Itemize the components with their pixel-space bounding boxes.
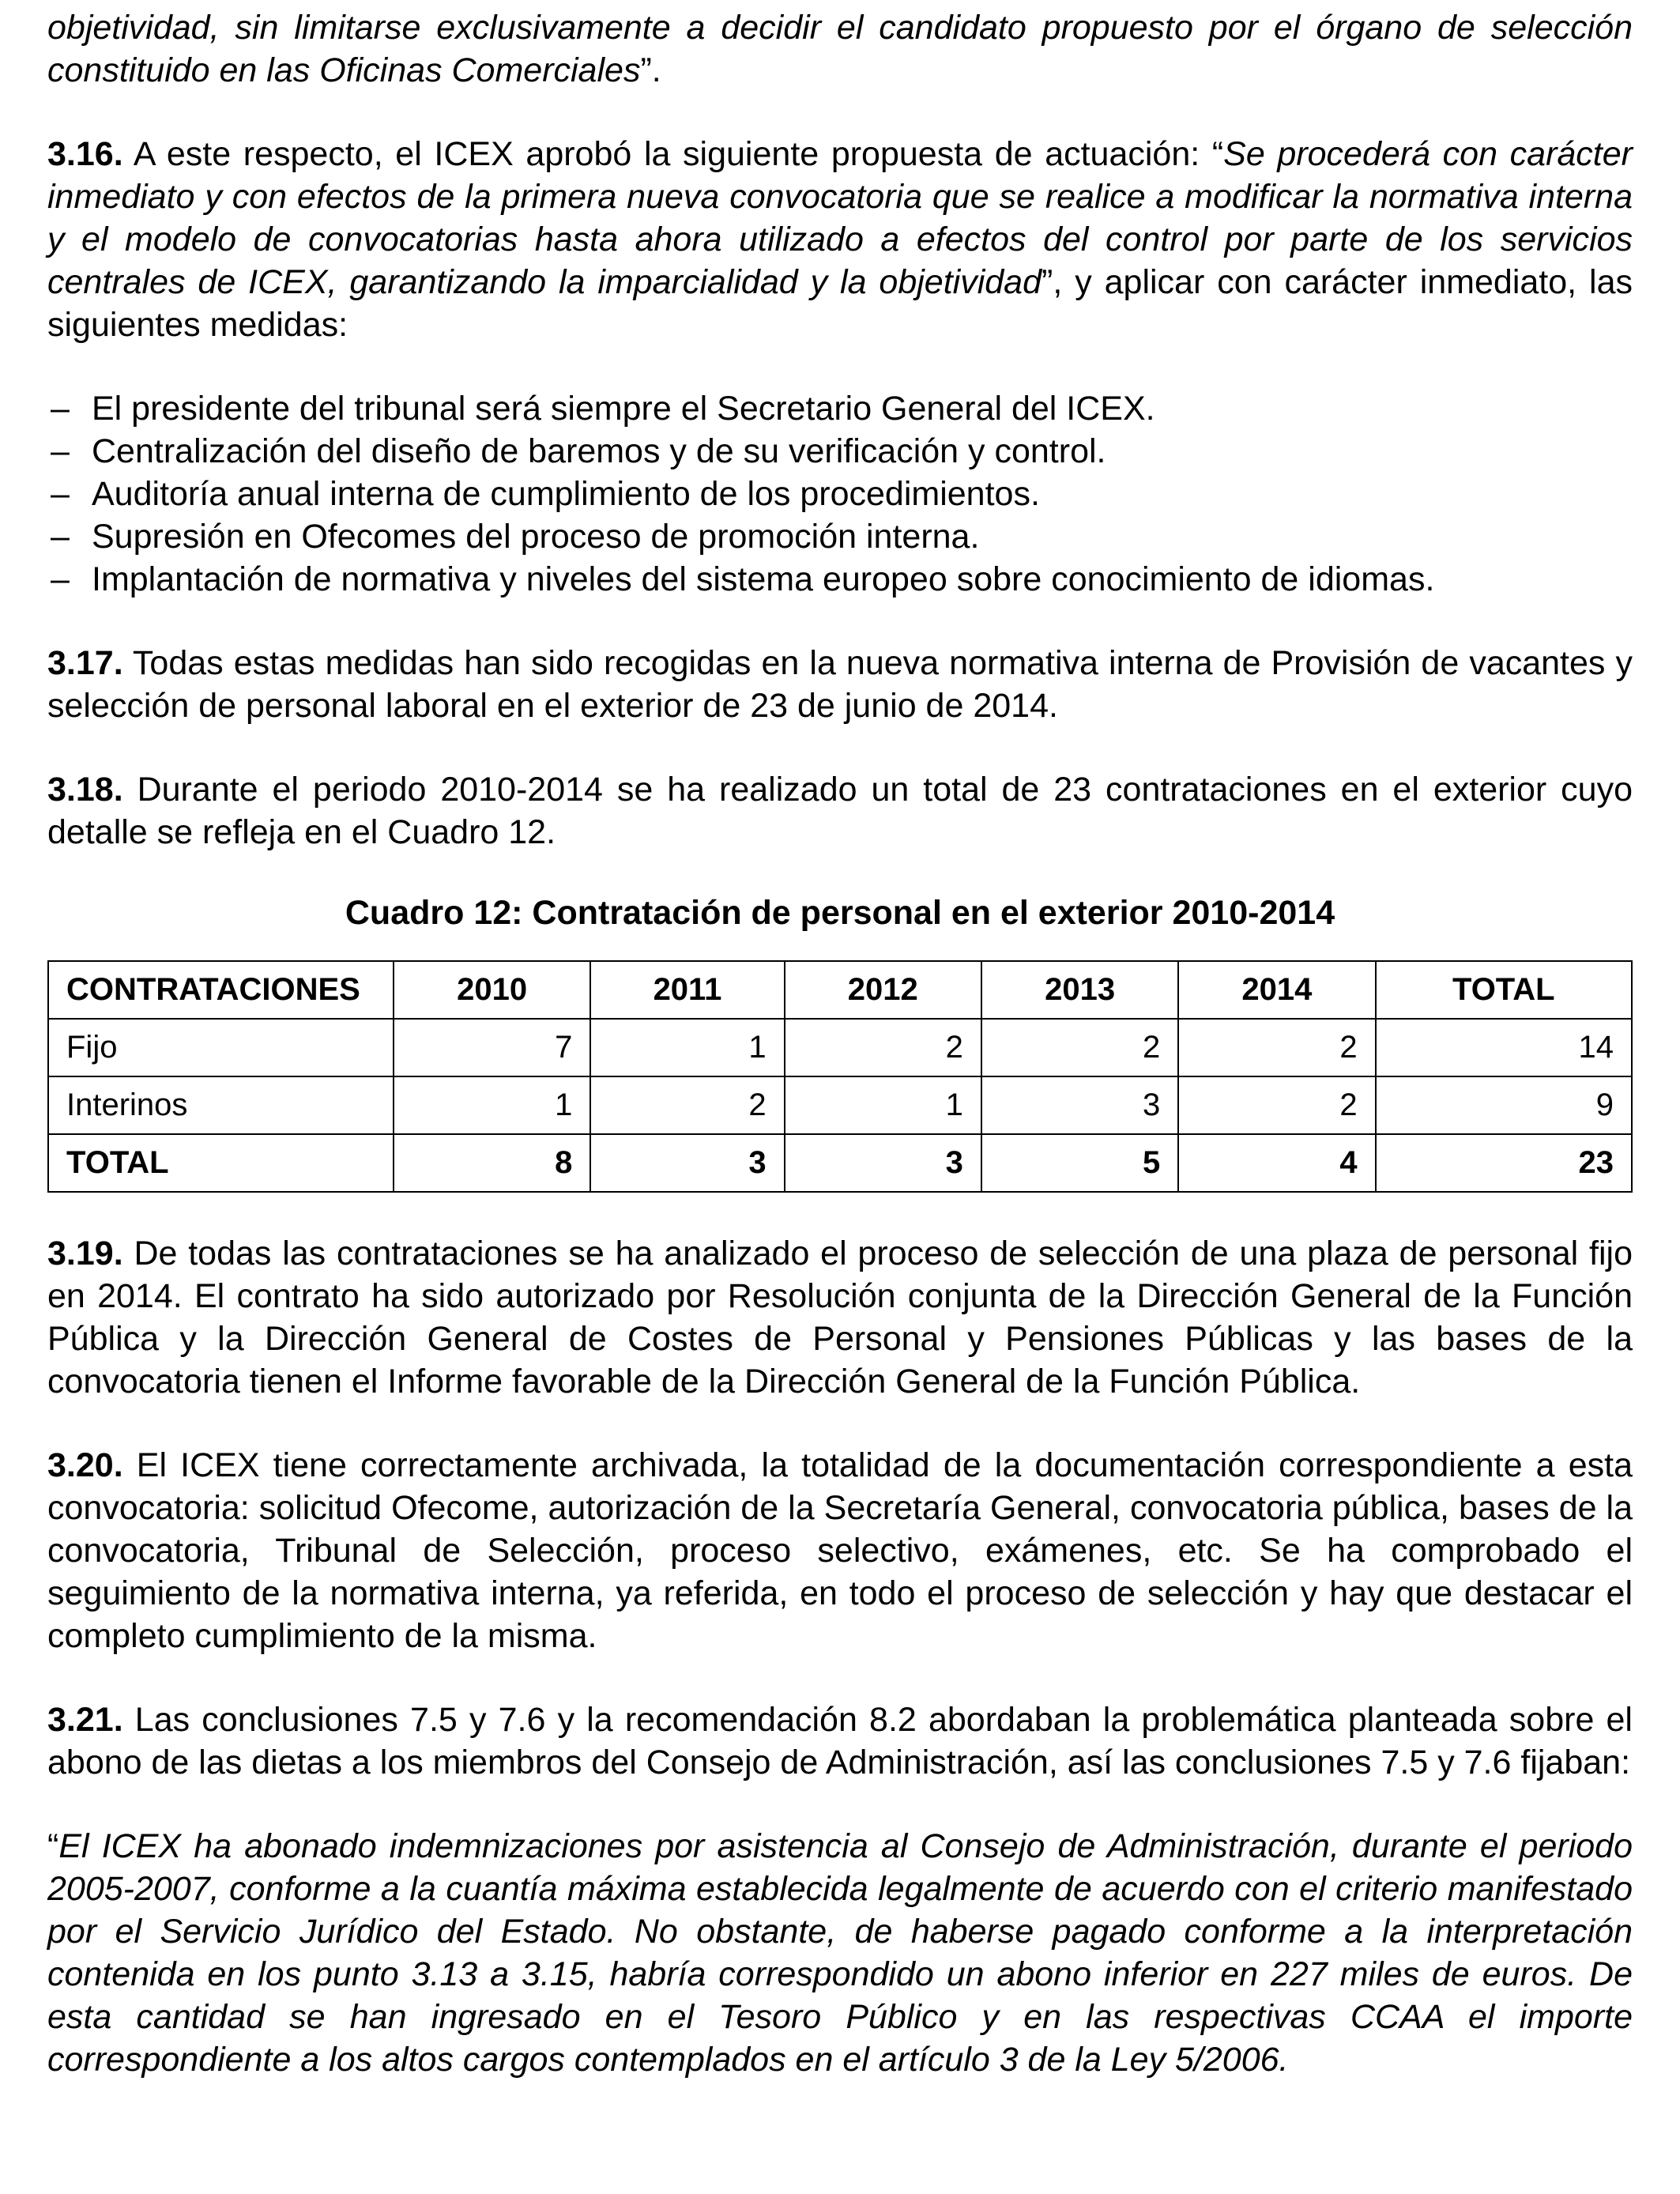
paragraph-3-19: 3.19. De todas las contrataciones se ha analizado el proceso de selección de una plaza de personal fijo en 2014. El contrato ha sido autorizado por Resolución conjunta de la Dirección General de la Función Pública y la Dirección General de Costes de Personal y Pensiones Públicas y las bases de la convocatoria tienen el Informe favorable de la Dirección General de la Función Pública.	[47, 1235, 1633, 1400]
paragraph-3-18: 3.18. Durante el periodo 2010-2014 se ha realizado un total de 23 contrataciones en el exterior cuyo detalle se refleja en el Cuadro 12.	[47, 771, 1633, 851]
dash-marker: –	[51, 432, 70, 470]
row-label: Fijo	[48, 1019, 394, 1076]
dash-marker: –	[51, 518, 70, 556]
table-total-row	[48, 1134, 1632, 1192]
table-cell: 8	[394, 1134, 590, 1192]
table-header-row	[48, 961, 1632, 1019]
list-item: – Supresión en Ofecomes del proceso de promoción interna.	[47, 515, 1633, 558]
table-caption: Cuadro 12: Contratación de personal en el exterior 2010-2014	[345, 894, 1335, 932]
paragraph-intro	[47, 6, 1633, 92]
paragraph-lead: A este respecto, el ICEX aprobó la siguiente propuesta de actuación: “	[122, 135, 1224, 173]
table-cell: 2	[1178, 1076, 1375, 1134]
paragraph-number: 3.21.	[47, 1701, 123, 1739]
list-item: – Centralización del diseño de baremos y de su verificación y control.	[47, 430, 1633, 473]
table-row	[48, 1076, 1632, 1134]
measures-list	[47, 387, 1633, 601]
paragraph-quote: Se procederá con carácter inmediato y con efectos de la primera nueva convocatoria que se realice a modificar la normativa interna y el modelo de convocatorias hasta ahora utilizado a efectos del control por parte de los servicios centrales de ICEX, garantizando la imparcialidad y la objetividad	[47, 135, 1633, 301]
hiring-table	[47, 960, 1633, 1193]
header-cell: 2014	[1178, 961, 1375, 1019]
list-item: – Auditoría anual interna de cumplimiento de los procedimientos.	[47, 473, 1633, 515]
table-cell: 7	[394, 1019, 590, 1076]
table-cell: 14	[1376, 1019, 1632, 1076]
dash-marker: –	[51, 560, 70, 598]
header-cell: CONTRATACIONES	[48, 961, 394, 1019]
header-cell: 2013	[981, 961, 1178, 1019]
table-cell: 9	[1376, 1076, 1632, 1134]
table-cell: 23	[1376, 1134, 1632, 1192]
paragraph-number: 3.19.	[47, 1235, 123, 1272]
quote-open: “	[47, 1827, 59, 1865]
paragraph-3-21: 3.21. Las conclusiones 7.5 y 7.6 y la recomendación 8.2 abordaban la problemática planteada sobre el abono de las dietas a los miembros del Consejo de Administración, así las conclusiones 7.5 y 7.6 fijaban:	[47, 1701, 1633, 1781]
table-cell: 3	[981, 1076, 1178, 1134]
dash-marker: –	[51, 390, 70, 428]
table-cell: 2	[590, 1076, 784, 1134]
table-cell: 2	[981, 1019, 1178, 1076]
paragraph-3-20: 3.20. El ICEX tiene correctamente archivada, la totalidad de la documentación correspondiente a esta convocatoria: solicitud Ofecome, autorización de la Secretaría General, convocatoria pública, bases de la convocatoria, Tribunal de Selección, proceso selectivo, exámenes, etc. Se ha comprobado el seguimiento de la normativa interna, ya referida, en todo el proceso de selección y hay que destacar el completo cumplimiento de la misma.	[47, 1446, 1633, 1655]
paragraph-tail: ”, y aplicar con carácter inmediato, las siguientes medidas:	[47, 263, 1633, 344]
table-cell: 4	[1178, 1134, 1375, 1192]
table-cell: 3	[785, 1134, 981, 1192]
intro-tail: ”.	[640, 51, 661, 89]
paragraph-number: 3.20.	[47, 1446, 123, 1484]
quote-text: El ICEX ha abonado indemnizaciones por asistencia al Consejo de Administración, durante el periodo 2005-2007, conforme a la cuantía máxima establecida legalmente de acuerdo con el criterio manifestado por el Servicio Jurídico del Estado. No obstante, de haberse pagado conforme a la interpretación contenida en los punto 3.13 a 3.15, habría correspondido un abono inferior en 227 miles de euros. De esta cantidad se han ingresado en el Tesoro Público y en las respectivas CCAA el importe correspondiente a los altos cargos contemplados en el artículo 3 de la Ley 5/2006.	[47, 1827, 1633, 2079]
list-item: – Implantación de normativa y niveles del sistema europeo sobre conocimiento de idiomas.	[47, 558, 1633, 601]
paragraph-number: 3.17.	[47, 644, 123, 682]
table-cell: 1	[394, 1076, 590, 1134]
row-label: TOTAL	[48, 1134, 394, 1192]
dash-marker: –	[51, 475, 70, 513]
document-page	[47, 6, 1633, 2081]
table-cell: 2	[1178, 1019, 1375, 1076]
intro-italic: objetividad, sin limitarse exclusivamente a decidir el candidato propuesto por el órgano de selección constituido en las Oficinas Comerciales	[47, 9, 1633, 89]
header-cell: 2010	[394, 961, 590, 1019]
header-cell: TOTAL	[1376, 961, 1632, 1019]
table-cell: 5	[981, 1134, 1178, 1192]
table-row	[48, 1019, 1632, 1076]
header-cell: 2012	[785, 961, 981, 1019]
paragraph-3-17: 3.17. Todas estas medidas han sido recogidas en la nueva normativa interna de Provisión de vacantes y selección de personal laboral en el exterior de 23 de junio de 2014.	[47, 644, 1633, 725]
paragraph-number: 3.16.	[47, 135, 123, 173]
table-cell: 3	[590, 1134, 784, 1192]
table-cell: 1	[785, 1076, 981, 1134]
paragraph-number: 3.18.	[47, 771, 123, 809]
paragraph-3-16	[47, 133, 1633, 346]
row-label: Interinos	[48, 1076, 394, 1134]
quoted-conclusion	[47, 1825, 1633, 2081]
header-cell: 2011	[590, 961, 784, 1019]
list-item: – El presidente del tribunal será siempre el Secretario General del ICEX.	[47, 387, 1633, 430]
table-cell: 1	[590, 1019, 784, 1076]
table-cell: 2	[785, 1019, 981, 1076]
